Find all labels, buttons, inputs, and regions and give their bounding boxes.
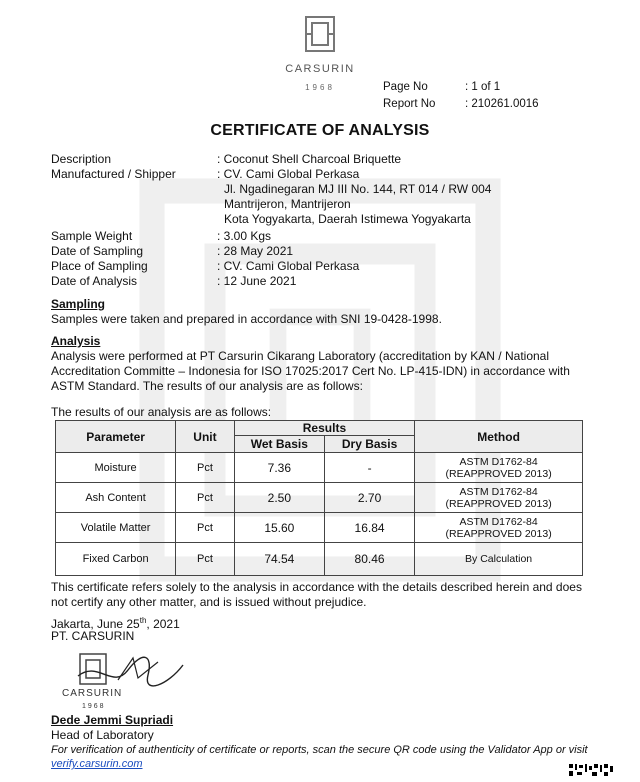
- page-no-label: Page No: [383, 81, 428, 93]
- analysis-text: Analysis were performed at PT Carsurin Cikarang Laboratory (accreditation by KAN / National Accreditation Committe – Indonesia for ISO 17025:2017 Cert No. LP-415-IDN) in accordance with ASTM Standard. The results of our analysis are as follows:: [51, 349, 570, 393]
- cell-method: [415, 543, 583, 576]
- cell-dry: 16.84: [324, 513, 414, 543]
- method-line2: (REAPPROVED 2013): [445, 527, 552, 540]
- cell-unit: Pct: [176, 513, 235, 543]
- cell-dry: 2.70: [324, 483, 414, 513]
- verification-link[interactable]: verify.carsurin.com: [51, 758, 143, 770]
- cell-dry: 80.46: [324, 543, 414, 576]
- date-sampling-value: : 28 May 2021: [217, 244, 294, 258]
- cell-wet: 15.60: [234, 513, 324, 543]
- date-analysis-value: : 12 June 2021: [217, 274, 297, 288]
- cell-unit: Pct: [176, 483, 235, 513]
- weight-value: : 3.00 Kgs: [217, 229, 272, 243]
- place-date-text: Jakarta, June 25: [51, 617, 140, 631]
- results-table: [55, 420, 583, 576]
- col-wet-basis: Wet Basis: [234, 436, 324, 453]
- signature-icon: [58, 650, 198, 710]
- signatory-name: Dede Jemmi Supriadi: [51, 713, 174, 727]
- cell-method: [415, 453, 583, 483]
- cell-unit: Pct: [176, 543, 235, 576]
- place-sampling-value: : CV. Cami Global Perkasa: [217, 259, 360, 273]
- weight-label: Sample Weight: [51, 229, 133, 243]
- method-line2: (REAPPROVED 2013): [445, 467, 552, 480]
- table-row: [56, 483, 583, 513]
- cell-parameter: Ash Content: [56, 483, 176, 513]
- cell-parameter: Fixed Carbon: [56, 543, 176, 576]
- cell-wet: 2.50: [234, 483, 324, 513]
- logo-company-name: CARSURIN: [285, 63, 355, 75]
- place-date-year: , 2021: [146, 617, 180, 631]
- date-sampling-label: Date of Sampling: [51, 244, 144, 258]
- results-intro: The results of our analysis are as follows:: [51, 405, 272, 419]
- page-no-value: : 1 of 1: [465, 81, 501, 93]
- verification-note: [51, 743, 591, 771]
- shipper-value: : CV. Cami Global Perkasa: [217, 167, 360, 181]
- disclaimer-text: This certificate refers solely to the analysis in accordance with the details described herein and does not certify any other matter, and is issued without prejudice.: [51, 580, 582, 609]
- cell-wet: 7.36: [234, 453, 324, 483]
- report-no-label: Report No: [383, 98, 436, 110]
- stamp-name: CARSURIN: [62, 688, 123, 699]
- report-no-value: : 210261.0016: [465, 98, 539, 110]
- address-line2: Mantrijeron, Mantrijeron: [224, 197, 351, 211]
- sampling-text: Samples were taken and prepared in accordance with SNI 19-0428-1998.: [51, 312, 442, 326]
- col-dry-basis: Dry Basis: [324, 436, 414, 453]
- company-name: PT. CARSURIN: [51, 629, 135, 643]
- shipper-label: Manufactured / Shipper: [51, 167, 176, 181]
- method-line1: ASTM D1762-84: [459, 515, 538, 528]
- col-results: Results: [234, 421, 414, 436]
- description-label: Description: [51, 152, 112, 166]
- document-title: CERTIFICATE OF ANALYSIS: [210, 122, 430, 139]
- carsurin-logo-icon: [303, 14, 337, 56]
- method-line2: (REAPPROVED 2013): [445, 497, 552, 510]
- place-date-sup: th: [139, 616, 147, 625]
- logo-year: 1968: [305, 83, 335, 92]
- date-analysis-label: Date of Analysis: [51, 274, 138, 288]
- description-value: : Coconut Shell Charcoal Briquette: [217, 152, 402, 166]
- cell-parameter: Moisture: [56, 453, 176, 483]
- place-sampling-label: Place of Sampling: [51, 259, 148, 273]
- report-meta: [383, 79, 539, 113]
- cell-method: [415, 483, 583, 513]
- company-logo: [270, 14, 370, 92]
- cell-wet: 74.54: [234, 543, 324, 576]
- stamp-year: 1968: [82, 703, 106, 710]
- cell-parameter: Volatile Matter: [56, 513, 176, 543]
- sampling-heading: Sampling: [51, 297, 106, 311]
- table-row: [56, 513, 583, 543]
- signature-stamp: [58, 650, 198, 710]
- table-row: [56, 453, 583, 483]
- verification-text: For verification of authenticity of certificate or reports, scan the secure QR code using the Validator App or visit: [51, 744, 588, 756]
- col-parameter: Parameter: [56, 421, 176, 453]
- analysis-heading: Analysis: [51, 334, 101, 348]
- qr-code-icon[interactable]: [568, 763, 614, 777]
- col-method: Method: [415, 421, 583, 453]
- signatory-role: Head of Laboratory: [51, 728, 154, 742]
- cell-dry: -: [324, 453, 414, 483]
- method-line1: By Calculation: [465, 553, 533, 565]
- address-line1: Jl. Ngadinegaran MJ III No. 144, RT 014 / RW 004: [224, 182, 492, 196]
- method-line1: ASTM D1762-84: [459, 455, 538, 468]
- cell-method: [415, 513, 583, 543]
- cell-unit: Pct: [176, 453, 235, 483]
- method-line1: ASTM D1762-84: [459, 485, 538, 498]
- col-unit: Unit: [176, 421, 235, 453]
- address-line3: Kota Yogyakarta, Daerah Istimewa Yogyakarta: [224, 212, 471, 226]
- table-row: [56, 543, 583, 576]
